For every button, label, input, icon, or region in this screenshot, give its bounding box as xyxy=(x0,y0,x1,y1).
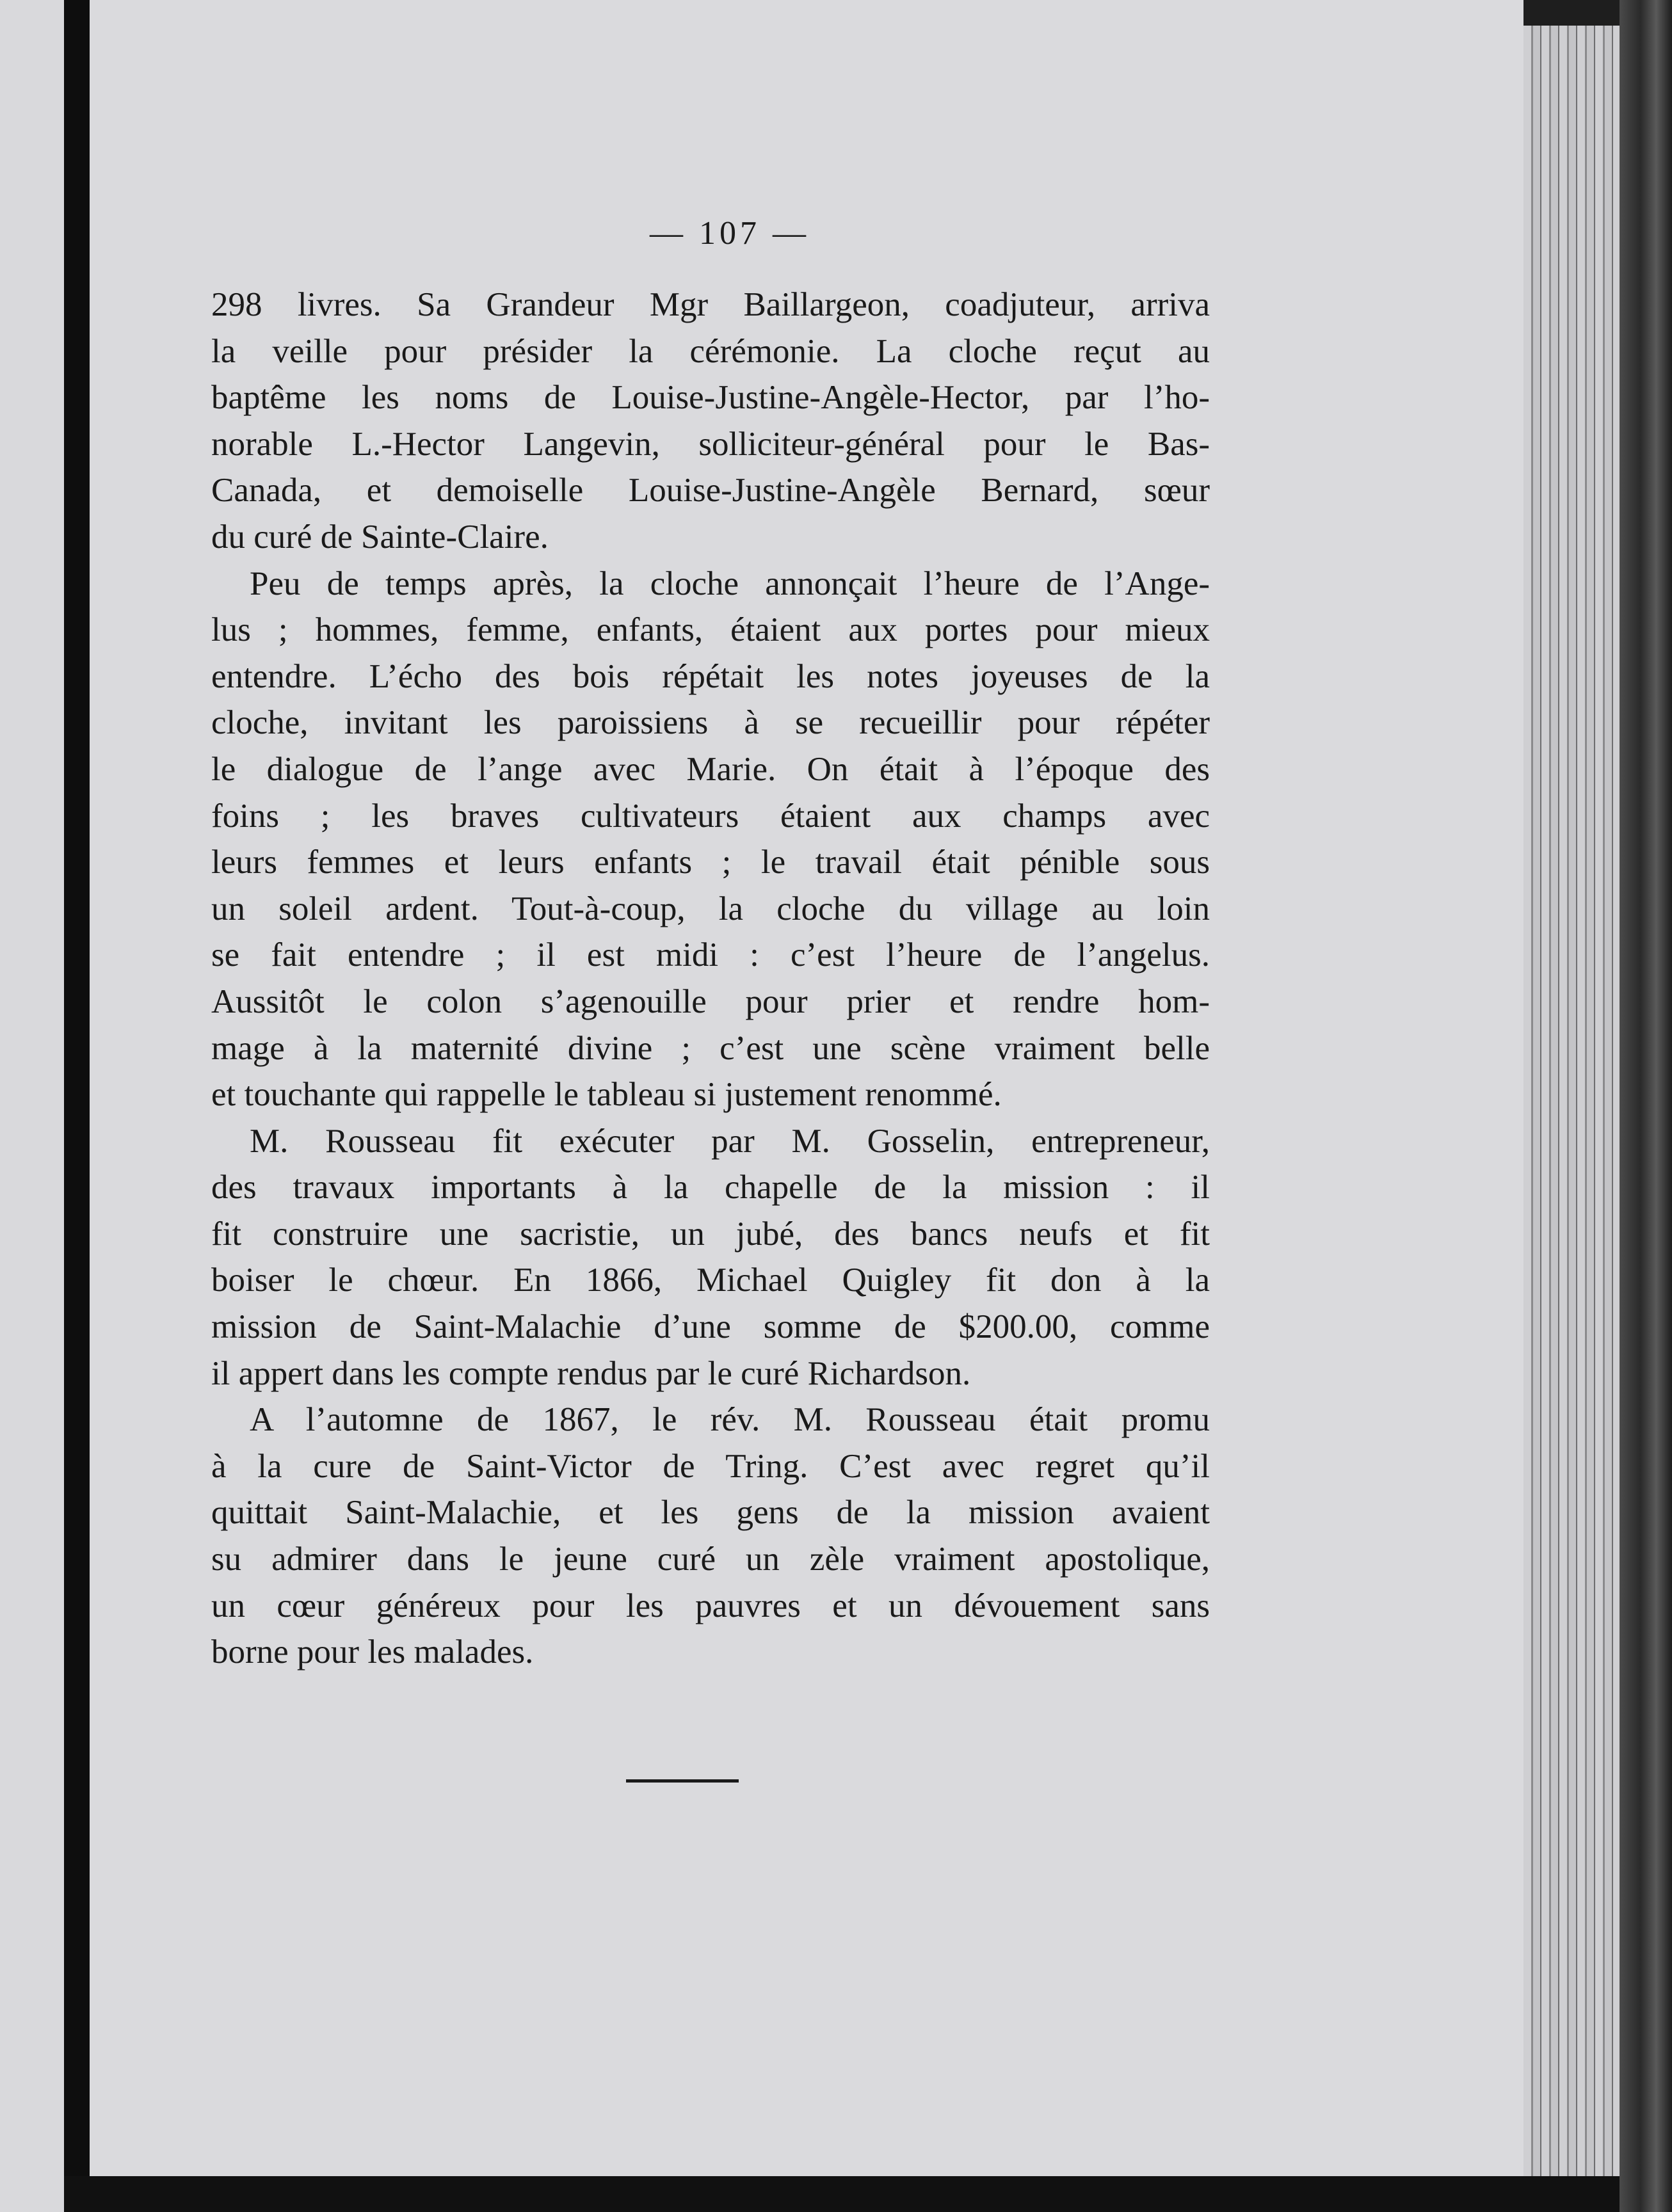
text-line: se fait entendre ; il est midi : c’est l’heure de l’angelus. xyxy=(211,936,1210,974)
text-line: norable L.-Hector Langevin, solliciteur-général pour le Bas- xyxy=(211,425,1210,463)
book-cover-edge xyxy=(1620,0,1672,2212)
paragraph xyxy=(211,1397,1210,1676)
text-line: à la cure de Saint-Victor de Tring. C’est avec regret qu’il xyxy=(211,1447,1210,1485)
text-line: baptême les noms de Louise-Justine-Angèle-Hector, par l’ho- xyxy=(211,379,1210,417)
text-line: leurs femmes et leurs enfants ; le travail était pénible sous xyxy=(211,844,1210,881)
text-line: la veille pour présider la cérémonie. La cloche reçut au xyxy=(211,332,1210,370)
text-line: Aussitôt le colon s’agenouille pour prier et rendre hom- xyxy=(211,982,1210,1020)
paragraph xyxy=(211,1118,1210,1397)
end-rule xyxy=(626,1779,739,1783)
text-line: des travaux importants à la chapelle de la mission : il xyxy=(211,1169,1210,1206)
text-line: un soleil ardent. Tout-à-coup, la cloche du village au loin xyxy=(211,890,1210,927)
text-line: le dialogue de l’ange avec Marie. On était à l’époque des xyxy=(211,750,1210,788)
page-stack-edges xyxy=(1523,26,1620,2212)
text-line: du curé de Sainte-Claire. xyxy=(211,518,549,556)
text-line: boiser le chœur. En 1866, Michael Quigley fit don à la xyxy=(211,1262,1210,1299)
text-line: cloche, invitant les paroissiens à se recueillir pour répéter xyxy=(211,704,1210,742)
text-line: quittait Saint-Malachie, et les gens de la mission avaient xyxy=(211,1494,1210,1532)
page-number: — 107 — xyxy=(650,215,810,252)
text-line: A l’automne de 1867, le rév. M. Rousseau était promu xyxy=(250,1401,1210,1439)
text-line: su admirer dans le jeune curé un zèle vraiment apostolique, xyxy=(211,1541,1210,1578)
paragraph xyxy=(211,282,1210,561)
text-line: il appert dans les compte rendus par le curé Richardson. xyxy=(211,1354,971,1392)
text-line: lus ; hommes, femme, enfants, étaient aux portes pour mieux xyxy=(211,611,1210,649)
text-line: foins ; les braves cultivateurs étaient aux champs avec xyxy=(211,797,1210,835)
text-line: entendre. L’écho des bois répétait les notes joyeuses de la xyxy=(211,657,1210,695)
text-line: 298 livres. Sa Grandeur Mgr Baillargeon, coadjuteur, arriva xyxy=(211,286,1210,323)
text-line: mage à la maternité divine ; c’est une scène vraiment belle xyxy=(211,1029,1210,1067)
text-line: M. Rousseau fit exécuter par M. Gosselin, entrepreneur, xyxy=(250,1122,1210,1160)
text-line: mission de Saint-Malachie d’une somme de $200.00, comme xyxy=(211,1308,1210,1346)
text-line: fit construire une sacristie, un jubé, des bancs neufs et fit xyxy=(211,1215,1210,1253)
text-line: Peu de temps après, la cloche annonçait l’heure de l’Ange- xyxy=(250,565,1210,602)
text-line: Canada, et demoiselle Louise-Justine-Angèle Bernard, sœur xyxy=(211,472,1210,509)
book-spine-shadow xyxy=(64,0,90,2212)
text-line: borne pour les malades. xyxy=(211,1633,534,1671)
text-line: un cœur généreux pour les pauvres et un dévouement sans xyxy=(211,1587,1210,1624)
body-text xyxy=(211,282,1210,1676)
text-line: et touchante qui rappelle le tableau si justement renommé. xyxy=(211,1076,1002,1114)
paragraph xyxy=(211,561,1210,1118)
facing-page-margin xyxy=(0,0,64,2212)
bottom-shadow xyxy=(64,2176,1620,2212)
